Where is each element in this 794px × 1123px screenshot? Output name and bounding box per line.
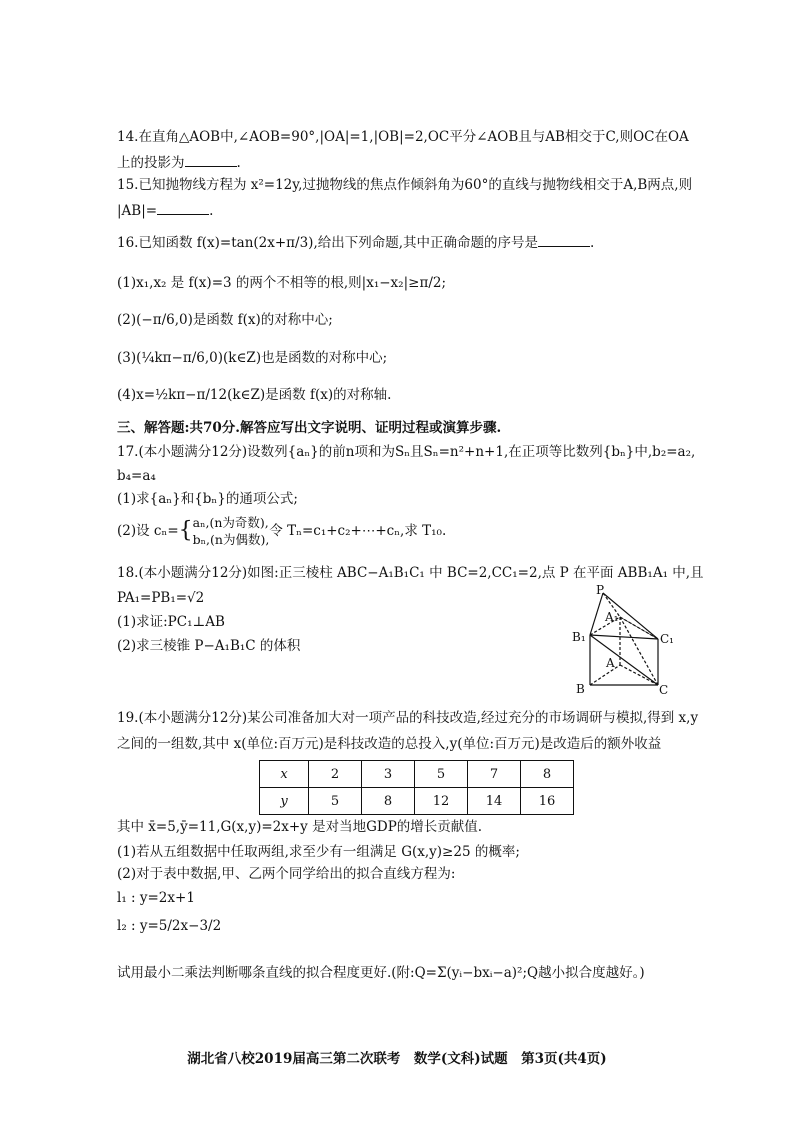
q17-case-even: bₙ,(n为偶数), <box>192 532 270 547</box>
q14-line2: 上的投影为 . <box>117 155 241 171</box>
answer-blank <box>185 154 237 167</box>
q19-line3: 其中 x̄=5,ȳ=11,G(x,y)=2x+y 是对当地GDP的增长贡献值. <box>117 819 483 835</box>
label-B1: B₁ <box>572 630 586 644</box>
q15-line1: 15.已知抛物线方程为 x²=12y,过抛物线的焦点作倾斜角为60°的直线与抛物线相交于A,B两点,则 <box>117 177 693 193</box>
q19-line2: 之间的一组数,其中 x(单位:百万元)是科技改造的总投入,y(单位:百万元)是改造后的额外收益 <box>117 736 662 752</box>
q15-line2: |AB|= . <box>117 203 214 219</box>
q17-part2-suffix: 令 Tₙ=c₁+c₂+⋯+cₙ,求 T₁₀. <box>269 522 447 539</box>
q16-stem: 16.已知函数 f(x)=tan(2x+π/3),给出下列命题,其中正确命题的序号是 . <box>117 235 595 251</box>
q19-line-l1: l₁ : y=2x+1 <box>117 890 195 906</box>
prism-figure <box>570 585 680 700</box>
q17-case-odd: aₙ,(n为奇数), <box>192 515 269 530</box>
edge-BA <box>590 665 620 685</box>
table-row-y <box>260 788 574 815</box>
table-row-x <box>260 761 574 788</box>
table-cell: 8 <box>521 761 574 788</box>
q19-line1: 19.(本小题满分12分)某公司准备加大对一项产品的科技改造,经过充分的市场调研与模拟,得到 x,y <box>117 710 699 726</box>
table-cell: 12 <box>415 788 468 815</box>
q18-part2: (2)求三棱锥 P−A₁B₁C 的体积 <box>117 638 301 654</box>
section-heading: 三、解答题:共70分.解答应写出文字说明、证明过程或演算步骤. <box>117 420 502 436</box>
data-table <box>259 760 574 815</box>
q16-option-3: (3)(¼kπ−π/6,0)(k∈Z)也是函数的对称中心; <box>117 350 388 366</box>
table-header-x: x <box>260 761 309 788</box>
table-header-y: y <box>260 788 309 815</box>
q17-line2: b₄=a₄ <box>117 468 156 484</box>
q17-part2-prefix: (2)设 cₙ= <box>117 522 179 539</box>
page-footer: 湖北省八校2019届高三第二次联考 数学(文科)试题 第3页(共4页) <box>187 1051 607 1067</box>
q18-part1: (1)求证:PC₁⊥AB <box>117 614 225 630</box>
label-C1: C₁ <box>660 632 674 646</box>
q19-part2: (2)对于表中数据,甲、乙两个同学给出的拟合直线方程为: <box>117 866 456 882</box>
label-P: P <box>596 585 605 597</box>
table-cell: 7 <box>468 761 521 788</box>
table-cell: 2 <box>309 761 362 788</box>
q14-line1: 14.在直角△AOB中,∠AOB=90°,|OA|=1,|OB|=2,OC平分∠AOB且与AB相交于C,则OC在OA <box>117 129 689 145</box>
q16-stem-text: 16.已知函数 f(x)=tan(2x+π/3),给出下列命题,其中正确命题的序号是 <box>117 235 539 251</box>
edge-B1C1 <box>590 635 658 639</box>
q18-line1: 18.(本小题满分12分)如图:正三棱柱 ABC−A₁B₁C₁ 中 BC=2,CC₁=2,点 P 在平面 ABB₁A₁ 中,且 <box>117 565 704 581</box>
answer-blank <box>157 202 209 215</box>
q16-option-1: (1)x₁,x₂ 是 f(x)=3 的两个不相等的根,则|x₁−x₂|≥π/2; <box>117 275 447 291</box>
label-B: B <box>576 682 585 696</box>
q17-cases <box>193 514 270 548</box>
table-cell: 5 <box>415 761 468 788</box>
label-A: A <box>606 656 615 670</box>
q15-line2-text: |AB|= <box>117 203 158 219</box>
table-cell: 3 <box>362 761 415 788</box>
table-cell: 14 <box>468 788 521 815</box>
q14-line2-text: 上的投影为 <box>117 155 185 171</box>
q19-part1: (1)若从五组数据中任取两组,求至少有一组满足 G(x,y)≥25 的概率; <box>117 844 520 860</box>
table-cell: 16 <box>521 788 574 815</box>
q17-line1: 17.(本小题满分12分)设数列{aₙ}的前n项和为Sₙ且Sₙ=n²+n+1,在正项等比数列{bₙ}中,b₂=a₂, <box>117 444 696 460</box>
q16-option-4: (4)x=½kπ−π/12(k∈Z)是函数 f(x)的对称轴. <box>117 387 392 403</box>
label-A1: A₁ <box>605 610 619 624</box>
q19-line-l2: l₂ : y=5/2x−3/2 <box>117 918 222 934</box>
q19-last: 试用最小二乘法判断哪条直线的拟合程度更好.(附:Q=Σ(yᵢ−bxᵢ−a)²;Q越小拟合度越好。) <box>117 965 645 981</box>
brace-glyph: { <box>178 518 193 543</box>
q16-option-2: (2)(−π/6,0)是函数 f(x)的对称中心; <box>117 312 333 328</box>
q17-part1: (1)求{aₙ}和{bₙ}的通项公式; <box>117 491 298 507</box>
q17-part2 <box>117 514 446 548</box>
table-cell: 5 <box>309 788 362 815</box>
q18-line2: PA₁=PB₁=√2 <box>117 590 205 606</box>
answer-blank <box>538 234 590 247</box>
label-C: C <box>659 683 669 697</box>
table-cell: 8 <box>362 788 415 815</box>
